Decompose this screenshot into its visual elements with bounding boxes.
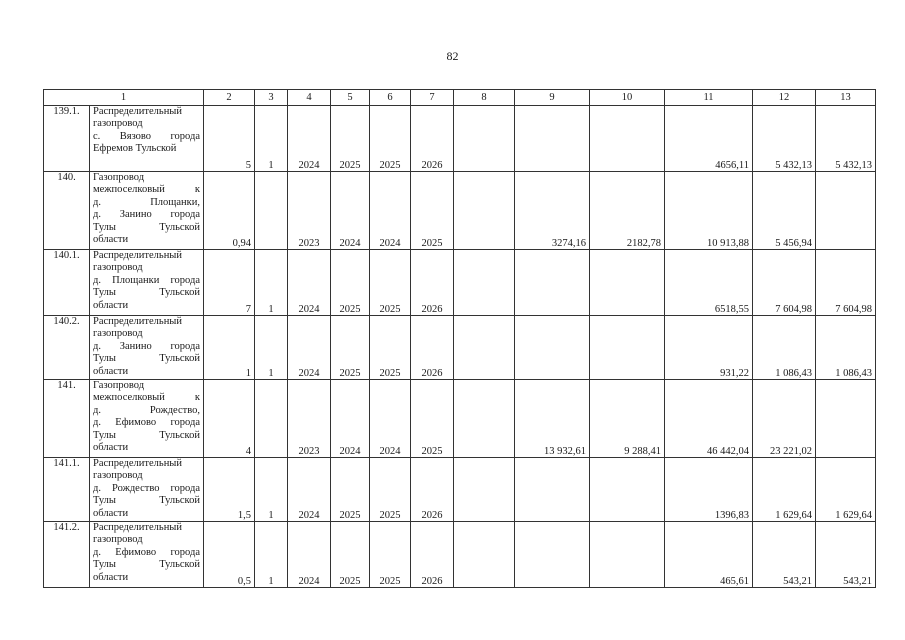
cell-c11: 10 913,88: [665, 172, 753, 250]
cell-c9: [515, 106, 590, 172]
cell-c8: [454, 458, 515, 522]
row-number-cell: 139.1.: [44, 106, 90, 172]
column-header: 9: [515, 90, 590, 106]
column-header: 7: [411, 90, 454, 106]
object-name-line: области: [93, 299, 129, 311]
cell-c4: 2024: [288, 250, 331, 316]
object-name-line: межпоселковый к: [93, 392, 200, 404]
cell-c9: [515, 522, 590, 588]
object-name-line: газопровод: [93, 328, 143, 340]
cell-c6: 2025: [370, 316, 411, 380]
row-number-cell: 141.2.: [44, 522, 90, 588]
cell-c12: 23 221,02: [753, 380, 816, 458]
object-name-cell: [90, 316, 204, 380]
object-name-line: Газопровод: [93, 380, 145, 391]
cell-c9: 13 932,61: [515, 380, 590, 458]
cell-c11: 6518,55: [665, 250, 753, 316]
cell-c6: 2025: [370, 106, 411, 172]
cell-c9: [515, 458, 590, 522]
cell-c5: 2025: [331, 316, 370, 380]
cell-c2: 4: [204, 380, 255, 458]
cell-c5: 2025: [331, 522, 370, 588]
column-header: 12: [753, 90, 816, 106]
object-name-cell: [90, 380, 204, 458]
object-name-line: Распределительный: [93, 316, 182, 327]
cell-c7: 2026: [411, 458, 454, 522]
cell-c3: [255, 172, 288, 250]
column-header: 11: [665, 90, 753, 106]
cell-c11: 46 442,04: [665, 380, 753, 458]
cell-c8: [454, 380, 515, 458]
cell-c4: 2024: [288, 106, 331, 172]
cell-c13: 1 629,64: [816, 458, 876, 522]
cell-c13: 1 086,43: [816, 316, 876, 380]
row-number-cell: 141.: [44, 380, 90, 458]
cell-c6: 2024: [370, 380, 411, 458]
object-name-line: области: [93, 507, 129, 519]
cell-c8: [454, 106, 515, 172]
cell-c5: 2024: [331, 172, 370, 250]
object-name-line: д. Площанки,: [93, 196, 200, 208]
cell-c7: 2026: [411, 250, 454, 316]
table-row: [44, 380, 876, 458]
cell-c11: 1396,83: [665, 458, 753, 522]
object-name-line: газопровод: [93, 470, 143, 482]
cell-c9: [515, 316, 590, 380]
column-header: 3: [255, 90, 288, 106]
object-name-cell: [90, 250, 204, 316]
cell-c4: 2023: [288, 380, 331, 458]
object-name-line: д. Занино города: [93, 340, 200, 352]
cell-c4: 2024: [288, 458, 331, 522]
cell-c2: 5: [204, 106, 255, 172]
cell-c7: 2026: [411, 106, 454, 172]
cell-c13: [816, 380, 876, 458]
object-name-cell: [90, 522, 204, 588]
object-name-line: Ефремов Тульской: [93, 143, 177, 155]
object-name-line: области: [93, 365, 129, 377]
object-name-line: межпоселковый к: [93, 184, 200, 196]
cell-c13: 5 432,13: [816, 106, 876, 172]
table-row: [44, 522, 876, 588]
row-number-cell: 140.2.: [44, 316, 90, 380]
column-header: 2: [204, 90, 255, 106]
object-name-line: газопровод: [93, 262, 143, 274]
object-name-line: Распределительный: [93, 250, 182, 261]
cell-c4: 2024: [288, 316, 331, 380]
column-header: 10: [590, 90, 665, 106]
data-table: [43, 89, 876, 588]
cell-c10: [590, 316, 665, 380]
cell-c3: [255, 380, 288, 458]
cell-c10: [590, 106, 665, 172]
cell-c13: 543,21: [816, 522, 876, 588]
table-row: [44, 106, 876, 172]
cell-c12: 1 086,43: [753, 316, 816, 380]
object-name-line: Тулы Тульской: [93, 287, 200, 299]
cell-c6: 2025: [370, 522, 411, 588]
object-name-line: д. Рождество города: [93, 482, 200, 494]
row-number-cell: 140.1.: [44, 250, 90, 316]
cell-c6: 2024: [370, 172, 411, 250]
object-name-line: Тулы Тульской: [93, 353, 200, 365]
cell-c10: [590, 250, 665, 316]
cell-c7: 2026: [411, 316, 454, 380]
cell-c12: 543,21: [753, 522, 816, 588]
cell-c4: 2023: [288, 172, 331, 250]
cell-c13: 7 604,98: [816, 250, 876, 316]
object-name-line: д. Ефимово города: [93, 546, 200, 558]
cell-c6: 2025: [370, 458, 411, 522]
cell-c8: [454, 522, 515, 588]
cell-c10: [590, 458, 665, 522]
cell-c8: [454, 250, 515, 316]
cell-c7: 2025: [411, 380, 454, 458]
cell-c7: 2026: [411, 522, 454, 588]
object-name-line: д. Ефимово города: [93, 417, 200, 429]
cell-c11: 4656,11: [665, 106, 753, 172]
object-name-line: области: [93, 234, 129, 246]
object-name-line: с. Вязово города: [93, 130, 200, 142]
object-name-line: Распределительный: [93, 106, 182, 117]
column-header: 13: [816, 90, 876, 106]
object-name-line: д. Площанки города: [93, 274, 200, 286]
table-row: [44, 316, 876, 380]
object-name-line: области: [93, 571, 129, 583]
object-name-line: Тулы Тульской: [93, 559, 200, 571]
cell-c10: [590, 522, 665, 588]
cell-c2: 0,5: [204, 522, 255, 588]
cell-c5: 2025: [331, 458, 370, 522]
cell-c12: 7 604,98: [753, 250, 816, 316]
row-number-cell: 141.1.: [44, 458, 90, 522]
object-name-line: д. Рождество,: [93, 404, 200, 416]
cell-c5: 2025: [331, 106, 370, 172]
cell-c6: 2025: [370, 250, 411, 316]
cell-c2: 0,94: [204, 172, 255, 250]
object-name-line: Тулы Тульской: [93, 495, 200, 507]
cell-c2: 1: [204, 316, 255, 380]
cell-c3: 1: [255, 522, 288, 588]
object-name-line: Тулы Тульской: [93, 221, 200, 233]
object-name-line: Распределительный: [93, 458, 182, 469]
cell-c5: 2024: [331, 380, 370, 458]
object-name-line: Распределительный: [93, 522, 182, 533]
cell-c8: [454, 172, 515, 250]
object-name-cell: [90, 172, 204, 250]
object-name-line: газопровод: [93, 118, 143, 130]
object-name-line: Тулы Тульской: [93, 429, 200, 441]
table-row: [44, 172, 876, 250]
cell-c12: 1 629,64: [753, 458, 816, 522]
table-row: [44, 250, 876, 316]
column-header: 5: [331, 90, 370, 106]
object-name-line: д. Занино города: [93, 209, 200, 221]
header-row: [44, 90, 876, 106]
object-name-line: газопровод: [93, 534, 143, 546]
cell-c11: 931,22: [665, 316, 753, 380]
cell-c2: 7: [204, 250, 255, 316]
cell-c9: [515, 250, 590, 316]
cell-c10: 2182,78: [590, 172, 665, 250]
cell-c3: 1: [255, 250, 288, 316]
cell-c13: [816, 172, 876, 250]
object-name-line: Газопровод: [93, 172, 145, 183]
object-name-cell: [90, 106, 204, 172]
cell-c3: 1: [255, 316, 288, 380]
cell-c12: 5 456,94: [753, 172, 816, 250]
column-header: 4: [288, 90, 331, 106]
cell-c3: 1: [255, 458, 288, 522]
object-name-cell: [90, 458, 204, 522]
column-header: 8: [454, 90, 515, 106]
cell-c3: 1: [255, 106, 288, 172]
cell-c4: 2024: [288, 522, 331, 588]
page-number: 82: [446, 49, 459, 63]
cell-c9: 3274,16: [515, 172, 590, 250]
cell-c10: 9 288,41: [590, 380, 665, 458]
cell-c2: 1,5: [204, 458, 255, 522]
cell-c11: 465,61: [665, 522, 753, 588]
table-row: [44, 458, 876, 522]
cell-c7: 2025: [411, 172, 454, 250]
column-header: 1: [44, 90, 204, 106]
cell-c5: 2025: [331, 250, 370, 316]
cell-c12: 5 432,13: [753, 106, 816, 172]
object-name-line: области: [93, 442, 129, 454]
cell-c8: [454, 316, 515, 380]
column-header: 6: [370, 90, 411, 106]
row-number-cell: 140.: [44, 172, 90, 250]
